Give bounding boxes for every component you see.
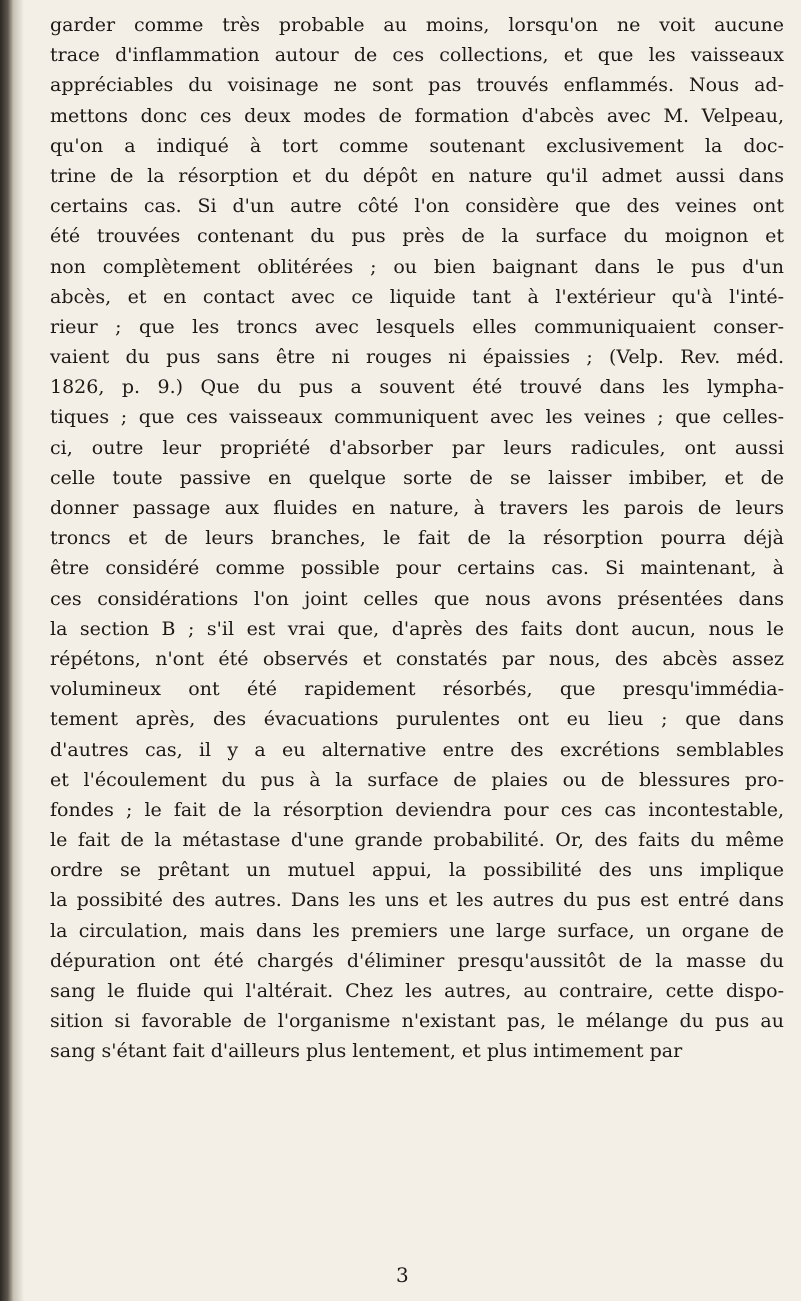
text-line: ces considérations l'on joint celles que nous avons présentées dans [50,587,784,610]
text-line: troncs et de leurs branches, le fait de la résorption pourra déjà [50,527,784,550]
text-line: 1826, p. 9.) Que du pus a souvent été trouvé dans les lympha- [50,376,784,399]
text-line: sang le fluide qui l'altérait. Chez les autres, au contraire, cette dispo- [50,980,784,1002]
text-line: répétons, n'ont été observés et constatés par nous, des abcès assez [50,647,784,670]
text-line: certains cas. Si d'un autre côté l'on considère que des veines ont [50,195,784,218]
book-binding-shadow [0,0,14,1301]
text-line: ordre se prêtant un mutuel appui, la possibilité des uns implique [50,859,784,882]
text-line: qu'on a indiqué à tort comme soutenant exclusivement la doc- [50,134,784,157]
text-line: trine de la résorption et du dépôt en nature qu'il admet aussi dans [50,164,784,187]
text-line: vaient du pus sans être ni rouges ni épaissies ; (Velp. Rev. méd. [50,346,784,369]
text-line: la circulation, mais dans les premiers une large surface, un organe de [50,919,784,942]
text-line: tement après, des évacuations purulentes ont eu lieu ; que dans [50,708,784,731]
text-line: dépuration ont été chargés d'éliminer presqu'aussitôt de la masse du [50,949,784,972]
text-line: celle toute passive en quelque sorte de se laisser imbiber, et de [50,466,784,489]
page-number: 3 [396,1263,409,1287]
text-line: le fait de la métastase d'une grande probabilité. Or, des faits du même [50,829,784,852]
text-line: être considéré comme possible pour certains cas. Si maintenant, à [50,557,784,580]
text-line: sang s'étant fait d'ailleurs plus lentement, et plus intimement par [50,1040,683,1063]
text-line: sition si favorable de l'organisme n'existant pas, le mélange du pus au [50,1010,784,1033]
text-line: garder comme très probable au moins, lorsqu'on ne voit aucune [50,14,784,36]
text-line: été trouvées contenant du pus près de la surface du moignon et [50,225,784,248]
text-line: appréciables du voisinage ne sont pas trouvés enflammés. Nous ad- [50,74,784,97]
text-line: non complètement oblitérées ; ou bien baignant dans le pus d'un [50,255,784,278]
body-text [50,10,784,1067]
text-line: et l'écoulement du pus à la surface de plaies ou de blessures pro- [50,768,784,791]
text-line: volumineux ont été rapidement résorbés, que presqu'immédia- [50,678,784,701]
text-line: mettons donc ces deux modes de formation d'abcès avec M. Velpeau, [50,104,784,127]
gutter-shadow [14,0,24,1301]
text-line: ci, outre leur propriété d'absorber par leurs radicules, ont aussi [50,436,784,459]
text-line: rieur ; que les troncs avec lesquels elles communiquaient conser- [50,315,784,338]
text-line: la possibité des autres. Dans les uns et les autres du pus est entré dans [50,889,784,912]
text-line: fondes ; le fait de la résorption deviendra pour ces cas incontestable, [50,798,784,821]
text-line: tiques ; que ces vaisseaux communiquent avec les veines ; que celles- [50,406,784,429]
text-line: d'autres cas, il y a eu alternative entre des excrétions semblables [50,738,784,761]
text-line: abcès, et en contact avec ce liquide tant à l'extérieur qu'à l'inté- [50,285,784,308]
text-line: trace d'inflammation autour de ces collections, et que les vaisseaux [50,44,784,67]
text-line: donner passage aux fluides en nature, à travers les parois de leurs [50,497,784,519]
text-line: la section B ; s'il est vrai que, d'après des faits dont aucun, nous le [50,617,784,640]
